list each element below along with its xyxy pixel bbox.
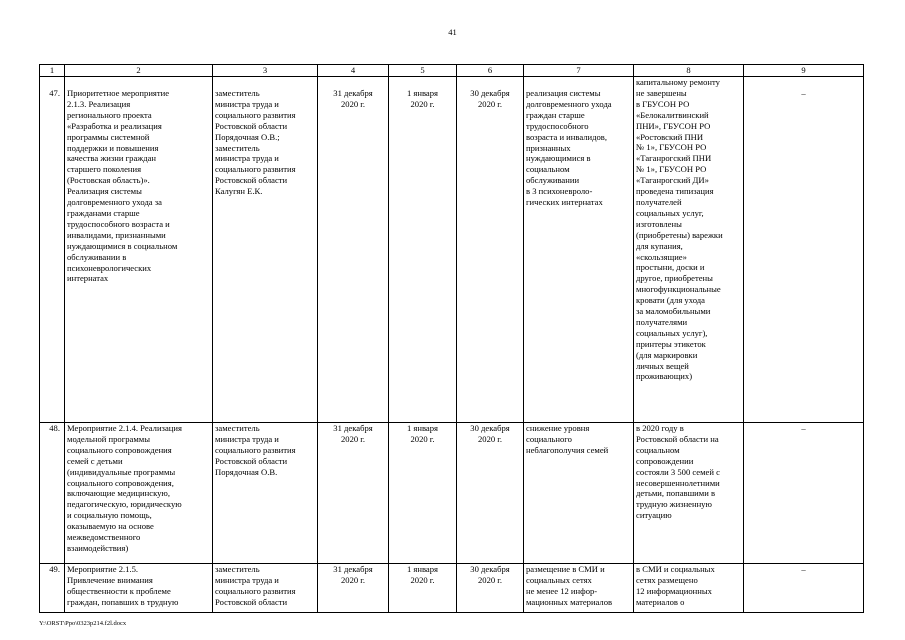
column-number-row [40, 65, 864, 77]
actual-start-date: 1 января 2020 г. [389, 564, 457, 613]
event-name: Мероприятие 2.1.5. Привлечение внимания общественности к проблеме граждан, попавших в трудную [65, 564, 213, 613]
planned-result: реализация системы долговременного ухода граждан старше трудоспособного возраста и инвалидов, признанных нуждающимися в социальном обслуживании в 3 психоневроло- гических интернатах [524, 77, 634, 423]
column-number: 4 [318, 65, 389, 77]
actual-end-date: 30 декабря 2020 г. [457, 423, 524, 564]
responsible-person: заместитель министра труда и социального развития Ростовской области Порядочная О.В.; заместитель министра труда и социального развития Ростовской области Калугян Е.К. [213, 77, 318, 423]
actual-result: капитальному ремонту не завершены в ГБУСОН РО «Белокалитвинский ПНИ», ГБУСОН РО «Ростовский ПНИ № 1», ГБУСОН РО «Таганрогский ПНИ № 1», ГБУСОН РО «Таганрогский ДИ» проведена типизация получателей социальных услуг, изготовлены (приобретены) варежки для купания, «скользящие» простыни, доски и другое, приобретены многофункциональные кровати (для ухода за маломобильными получателями социальных услуг), принтеры этикеток (для маркировки личных вещей проживающих) [634, 77, 744, 423]
table-row [40, 423, 864, 564]
column-number: 5 [389, 65, 457, 77]
actual-end-date: 30 декабря 2020 г. [457, 77, 524, 423]
planned-result: размещение в СМИ и социальных сетях не менее 12 инфор- мационных материалов [524, 564, 634, 613]
event-name: Приоритетное мероприятие 2.1.3. Реализация регионального проекта «Разработка и реализация программы системной поддержки и повышения качества жизни граждан старшего поколения (Ростовская область)». Реализация системы долговременного ухода за гражданами старше трудоспособного возраста и инвалидами, признанными нуждающимися в социальном обслуживании в психоневрологических интернатах [65, 77, 213, 423]
responsible-person: заместитель министра труда и социального развития Ростовской области [213, 564, 318, 613]
file-path-footer: Y:\ORST\Ppo\0323p214.f2l.docx [39, 620, 127, 627]
actual-end-date: 30 декабря 2020 г. [457, 564, 524, 613]
note: – [744, 77, 864, 423]
event-name: Мероприятие 2.1.4. Реализация модельной программы социального сопровождения семей с детьми (индивидуальные программы социального сопровождения, включающие медицинскую, педагогическую, юридическую и социальную помощь, оказываемую на основе межведомственного взаимодействия) [65, 423, 213, 564]
table-row [40, 77, 864, 423]
column-number: 8 [634, 65, 744, 77]
responsible-person: заместитель министра труда и социального развития Ростовской области Порядочная О.В. [213, 423, 318, 564]
actual-start-date: 1 января 2020 г. [389, 77, 457, 423]
planned-end-date: 31 декабря 2020 г. [318, 77, 389, 423]
note: – [744, 423, 864, 564]
column-number: 6 [457, 65, 524, 77]
report-table [39, 64, 864, 613]
column-number: 2 [65, 65, 213, 77]
actual-result: в 2020 году в Ростовской области на социальном сопровождении состояли 3 500 семей с несовершеннолетними детьми, попавшими в трудную жизненную ситуацию [634, 423, 744, 564]
table-row [40, 564, 864, 613]
column-number: 9 [744, 65, 864, 77]
row-number: 48. [40, 423, 65, 564]
planned-end-date: 31 декабря 2020 г. [318, 564, 389, 613]
column-number: 1 [40, 65, 65, 77]
planned-result: снижение уровня социального неблагополучия семей [524, 423, 634, 564]
row-number: 47. [40, 77, 65, 423]
note: – [744, 564, 864, 613]
row-number: 49. [40, 564, 65, 613]
column-number: 3 [213, 65, 318, 77]
actual-result: в СМИ и социальных сетях размещено 12 информационных материалов о [634, 564, 744, 613]
column-number: 7 [524, 65, 634, 77]
planned-end-date: 31 декабря 2020 г. [318, 423, 389, 564]
actual-start-date: 1 января 2020 г. [389, 423, 457, 564]
page-number: 41 [448, 27, 457, 37]
